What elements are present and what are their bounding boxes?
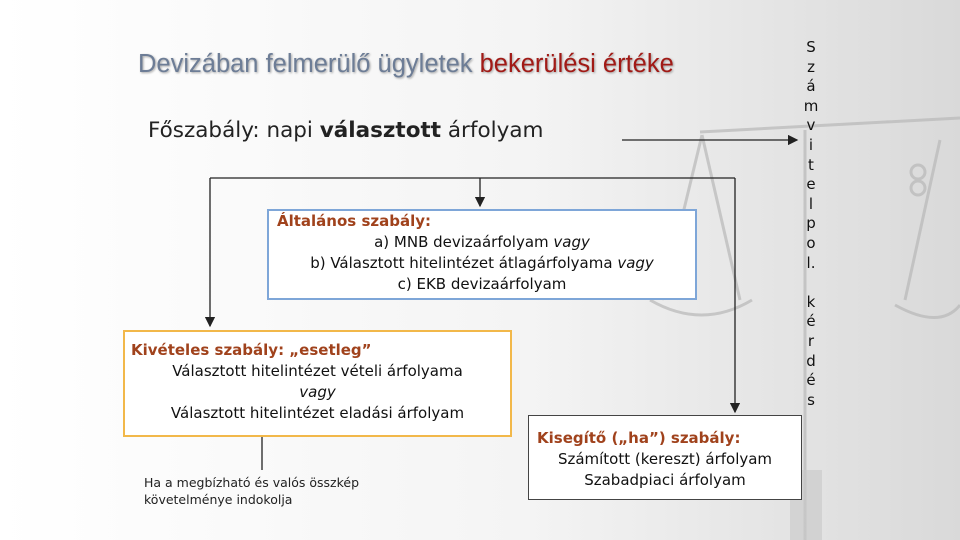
vertical-letter: s [807, 390, 815, 409]
exception-rule-heading: Kivételes szabály: „esetleg” [131, 341, 372, 359]
auxiliary-rule-line-1: Számított (kereszt) árfolyam [557, 450, 773, 468]
general-rule-option-b [269, 253, 695, 274]
note-line-2: követelménye indokolja [144, 492, 293, 507]
option-b-text: b) Választott hitelintézet átlagárfolyama [310, 254, 618, 272]
option-b-or: vagy [617, 254, 654, 272]
auxiliary-rule-box [528, 415, 802, 500]
option-a-or: vagy [553, 233, 590, 251]
title-highlight: bekerülési értéke [479, 50, 674, 78]
exception-rule-box [123, 330, 512, 437]
vertical-letter: l [808, 194, 814, 213]
general-rule-box [267, 209, 697, 300]
general-rule-heading: Általános szabály: [277, 212, 431, 230]
vertical-letter: m [803, 96, 819, 115]
vertical-letter: d [806, 351, 816, 370]
vertical-letter: e [806, 175, 816, 194]
page-title [138, 50, 674, 79]
vertical-letter: r [807, 331, 815, 350]
fair-view-note [144, 474, 359, 508]
vertical-letter: o [806, 233, 816, 252]
main-rule-bold: választott [319, 118, 442, 143]
vertical-letter: é [806, 371, 816, 390]
main-rule [148, 118, 543, 143]
vertical-letter: i [808, 135, 814, 154]
vertical-letter: k [806, 292, 816, 311]
main-rule-suffix: árfolyam [441, 118, 544, 143]
general-rule-option-c: c) EKB devizaárfolyam [397, 275, 567, 293]
vertical-letter: t [808, 155, 814, 174]
vertical-letter: v [806, 116, 816, 135]
vertical-letter: l. [806, 253, 816, 272]
note-line-1: Ha a megbízható és valós összkép [144, 475, 360, 490]
vertical-letter: á [806, 77, 816, 96]
auxiliary-rule-line-2: Szabadpiaci árfolyam [584, 471, 746, 489]
auxiliary-rule-heading: Kisegítő („ha”) szabály: [537, 429, 741, 447]
vertical-letter [797, 273, 825, 293]
general-rule-option-a [269, 232, 695, 253]
exception-rule-or: vagy [299, 383, 336, 401]
exception-rule-line-2: Választott hitelintézet eladási árfolyam [170, 404, 465, 422]
vertical-text-column [797, 38, 825, 410]
option-a-text: a) MNB devizaárfolyam [374, 233, 554, 251]
main-rule-prefix: Főszabály: napi [148, 118, 320, 143]
vertical-letter: S [806, 38, 816, 56]
title-part-1: Devizában felmerülő ügyletek [138, 50, 480, 78]
vertical-letter: é [806, 312, 816, 331]
vertical-letter: p [806, 214, 816, 233]
vertical-letter: z [807, 57, 815, 76]
exception-rule-line-1: Választott hitelintézet vételi árfolyama [172, 362, 463, 380]
